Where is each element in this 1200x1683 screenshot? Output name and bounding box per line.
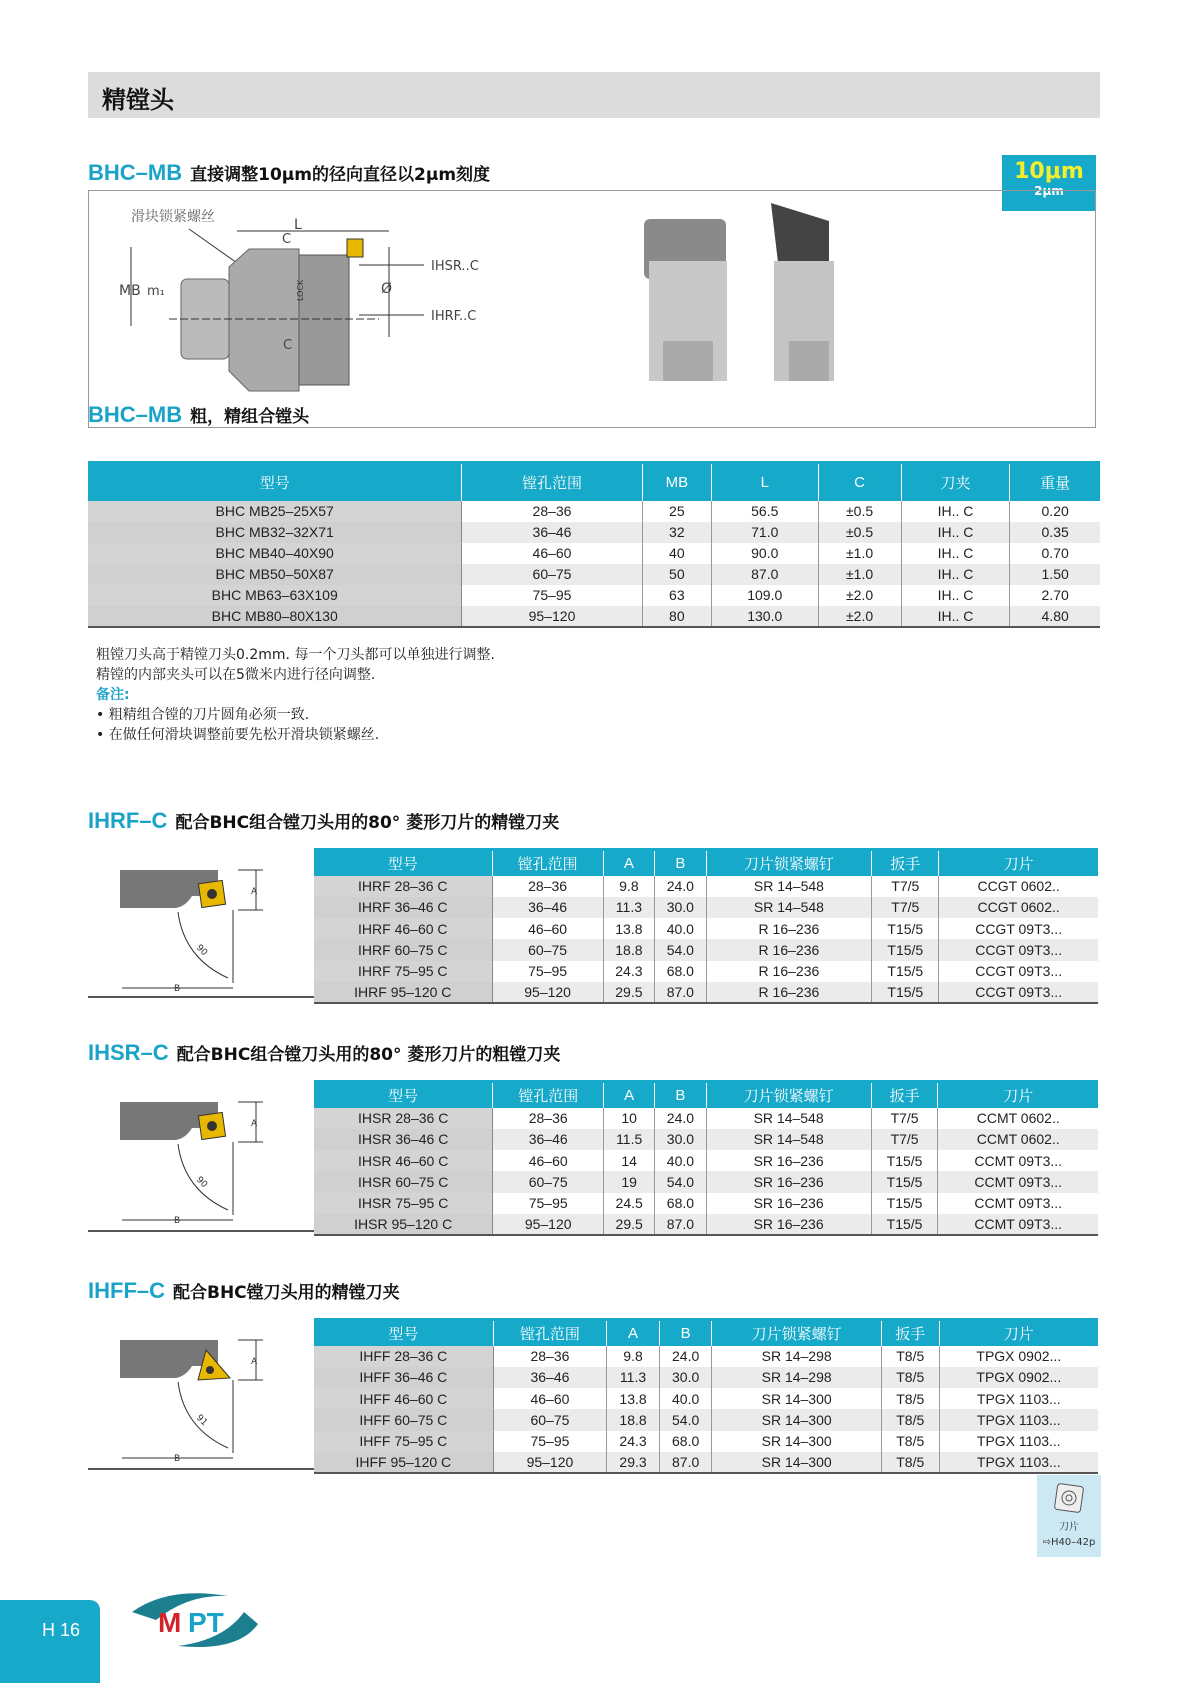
- table-cell: 9.8: [603, 876, 654, 897]
- table-cell: SR 16–236: [706, 1214, 871, 1235]
- table-row: [88, 564, 1100, 585]
- table-cell: 28–36: [492, 876, 603, 897]
- table-cell: ±1.0: [818, 564, 901, 585]
- table-cell: 11.5: [604, 1129, 655, 1150]
- table-cell: 29.5: [604, 1214, 655, 1235]
- table-cell: IHRF 36–46 C: [314, 897, 492, 918]
- table-cell: TPGX 1103...: [939, 1452, 1098, 1473]
- page-tab: [0, 1600, 100, 1683]
- notes-heading: 备注:: [96, 687, 130, 703]
- boring-head-diagram: [89, 191, 1095, 427]
- column-header: 刀夹: [901, 463, 1010, 501]
- table-cell: 10: [604, 1108, 655, 1129]
- section-title-bhc-mb: BHC–MB 直接调整10μm的径向直径以2μm刻度: [88, 160, 491, 185]
- table-cell: CCGT 09T3...: [939, 918, 1098, 939]
- table-cell: 54.0: [659, 1409, 712, 1430]
- table-cell: TPGX 0902...: [939, 1367, 1098, 1388]
- table-cell: TPGX 1103...: [939, 1409, 1098, 1430]
- precision-badge: 10μm 2μm: [1002, 155, 1096, 211]
- table-cell: SR 14–300: [712, 1452, 881, 1473]
- table-row: [88, 606, 1100, 627]
- table-cell: BHC MB80–80X130: [88, 606, 462, 627]
- product-photo: [644, 203, 834, 381]
- product-figure-frame: [88, 190, 1096, 428]
- table-cell: T8/5: [881, 1367, 939, 1388]
- table-cell: 24.5: [604, 1193, 655, 1214]
- note-bullet: • 粗精组合镗的刀片圆角必须一致.: [96, 707, 310, 723]
- column-header: 镗孔范围: [462, 463, 642, 501]
- table-row: [314, 1108, 1098, 1129]
- column-header: 扳手: [881, 1320, 939, 1346]
- table-row: [314, 897, 1098, 918]
- column-header: 刀片锁紧螺钉: [706, 850, 872, 876]
- table-cell: 50: [642, 564, 711, 585]
- note-line: 粗镗刀头高于精镗刀头0.2mm. 每一个刀头都可以单独进行调整.: [96, 647, 495, 663]
- table-cell: 95–120: [493, 1214, 604, 1235]
- table-cell: 24.3: [603, 961, 654, 982]
- table-cell: IHFF 60–75 C: [314, 1409, 493, 1430]
- insert-label: 刀片: [1059, 1522, 1079, 1533]
- column-header: 镗孔范围: [493, 1320, 607, 1346]
- column-header: A: [604, 1082, 655, 1108]
- table-cell: 28–36: [462, 501, 642, 522]
- table-cell: 60–75: [462, 564, 642, 585]
- table-cell: CCGT 09T3...: [939, 961, 1098, 982]
- table-cell: ±0.5: [818, 522, 901, 543]
- table-cell: 63: [642, 585, 711, 606]
- note-line: 精镗的内部夹头可以在5微米内进行径向调整.: [96, 667, 376, 683]
- table-cell: 24.0: [655, 1108, 706, 1129]
- table-row: [314, 961, 1098, 982]
- table-cell: 36–46: [462, 522, 642, 543]
- svg-text:滑块锁紧螺丝: 滑块锁紧螺丝: [131, 209, 215, 225]
- table-cell: IHFF 95–120 C: [314, 1452, 493, 1473]
- table-cell: SR 16–236: [706, 1150, 871, 1171]
- column-header: 型号: [314, 850, 492, 876]
- table-cell: IHRF 46–60 C: [314, 918, 492, 939]
- table-cell: 4.80: [1010, 606, 1100, 627]
- svg-text:LOCK: LOCK: [296, 279, 305, 301]
- table-cell: 30.0: [655, 897, 706, 918]
- svg-text:A: A: [251, 887, 258, 897]
- table-cell: 25: [642, 501, 711, 522]
- section-title-ihsr: IHSR–C 配合BHC组合镗刀头用的80° 菱形刀片的粗镗刀夹: [88, 1040, 561, 1065]
- table-cell: 46–60: [493, 1150, 604, 1171]
- table-cell: IHRF 28–36 C: [314, 876, 492, 897]
- table-row: [314, 1193, 1098, 1214]
- table-cell: 54.0: [655, 939, 706, 960]
- table-cell: IHSR 28–36 C: [314, 1108, 493, 1129]
- column-header: A: [603, 850, 654, 876]
- table-cell: IHRF 60–75 C: [314, 939, 492, 960]
- ihff-table: [314, 1318, 1098, 1474]
- table-cell: 130.0: [712, 606, 818, 627]
- table-cell: 0.70: [1010, 543, 1100, 564]
- table-cell: IHRF 95–120 C: [314, 982, 492, 1003]
- table-row: [314, 982, 1098, 1003]
- table-cell: BHC MB32–32X71: [88, 522, 462, 543]
- ihrf-diagram: [88, 848, 314, 998]
- table-cell: 87.0: [655, 1214, 706, 1235]
- svg-text:B: B: [174, 1454, 181, 1464]
- table-cell: ±1.0: [818, 543, 901, 564]
- table-cell: SR 16–236: [706, 1193, 871, 1214]
- page-number: H 16: [42, 1620, 81, 1640]
- ihsr-table: [314, 1080, 1098, 1236]
- table-row: [314, 1367, 1098, 1388]
- table-cell: T7/5: [872, 876, 939, 897]
- table-cell: 68.0: [659, 1431, 712, 1452]
- column-header: 刀片锁紧螺钉: [712, 1320, 881, 1346]
- table-cell: 40.0: [655, 918, 706, 939]
- table-cell: ±2.0: [818, 585, 901, 606]
- table-cell: T8/5: [881, 1409, 939, 1430]
- svg-text:91: 91: [193, 1413, 210, 1429]
- table-cell: 56.5: [712, 501, 818, 522]
- table-cell: 95–120: [492, 982, 603, 1003]
- table-cell: T8/5: [881, 1388, 939, 1409]
- table-cell: IHFF 75–95 C: [314, 1431, 493, 1452]
- table-cell: 11.3: [607, 1367, 660, 1388]
- table-cell: IH.. C: [901, 564, 1010, 585]
- svg-text:A: A: [251, 1357, 258, 1367]
- column-header: A: [607, 1320, 660, 1346]
- table-cell: SR 14–298: [712, 1346, 881, 1367]
- svg-text:L: L: [294, 217, 302, 233]
- table-cell: R 16–236: [706, 961, 872, 982]
- table-header: [314, 1320, 1098, 1346]
- table-cell: IH.. C: [901, 522, 1010, 543]
- table-cell: 0.20: [1010, 501, 1100, 522]
- table-cell: TPGX 1103...: [939, 1388, 1098, 1409]
- table-cell: 30.0: [659, 1367, 712, 1388]
- table-cell: SR 14–548: [706, 876, 872, 897]
- bhc-mb-table: [88, 461, 1100, 628]
- table-cell: 40.0: [655, 1150, 706, 1171]
- table-cell: 71.0: [712, 522, 818, 543]
- table-cell: IHFF 46–60 C: [314, 1388, 493, 1409]
- table-cell: SR 14–548: [706, 1129, 871, 1150]
- column-header: 型号: [88, 463, 462, 501]
- table-cell: CCGT 0602..: [939, 876, 1098, 897]
- table-row: [314, 1431, 1098, 1452]
- table-cell: T8/5: [881, 1452, 939, 1473]
- table-cell: 75–95: [493, 1431, 607, 1452]
- table-cell: 87.0: [655, 982, 706, 1003]
- table-cell: 75–95: [462, 585, 642, 606]
- table-cell: 1.50: [1010, 564, 1100, 585]
- table-cell: T15/5: [871, 1193, 938, 1214]
- column-header: 重量: [1010, 463, 1100, 501]
- table-header: [314, 850, 1098, 876]
- table-cell: 30.0: [655, 1129, 706, 1150]
- table-cell: CCMT 09T3...: [938, 1193, 1098, 1214]
- table-cell: 109.0: [712, 585, 818, 606]
- table-cell: 13.8: [607, 1388, 660, 1409]
- table-row: [314, 1452, 1098, 1473]
- table-cell: T8/5: [881, 1346, 939, 1367]
- ihff-diagram: [88, 1318, 314, 1470]
- column-header: MB: [642, 463, 711, 501]
- table-cell: 24.0: [659, 1346, 712, 1367]
- table-row: [314, 876, 1098, 897]
- svg-text:m₁: m₁: [147, 284, 165, 299]
- column-header: L: [712, 463, 818, 501]
- table-cell: T7/5: [871, 1108, 938, 1129]
- column-header: 刀片: [939, 850, 1098, 876]
- table-cell: T15/5: [871, 1171, 938, 1192]
- svg-text:90: 90: [193, 943, 210, 959]
- table-cell: 11.3: [603, 897, 654, 918]
- table-cell: T7/5: [872, 897, 939, 918]
- svg-text:C: C: [282, 232, 292, 247]
- table-cell: T15/5: [872, 961, 939, 982]
- table-row: [314, 1171, 1098, 1192]
- table-cell: 40.0: [659, 1388, 712, 1409]
- table-cell: IHSR 60–75 C: [314, 1171, 493, 1192]
- table-cell: 60–75: [492, 939, 603, 960]
- table-cell: 29.5: [603, 982, 654, 1003]
- column-header: 扳手: [872, 850, 939, 876]
- table-cell: T15/5: [871, 1214, 938, 1235]
- column-header: C: [818, 463, 901, 501]
- table-cell: 29.3: [607, 1452, 660, 1473]
- table-header: [88, 463, 1100, 501]
- table-cell: 60–75: [493, 1171, 604, 1192]
- column-header: 型号: [314, 1320, 493, 1346]
- table-cell: T7/5: [871, 1129, 938, 1150]
- svg-text:Ø: Ø: [381, 281, 393, 297]
- table-cell: 24.3: [607, 1431, 660, 1452]
- table-cell: R 16–236: [706, 939, 872, 960]
- column-header: 刀片: [939, 1320, 1098, 1346]
- page-header: [88, 72, 1100, 118]
- table-cell: CCMT 0602..: [938, 1129, 1098, 1150]
- table-cell: CCGT 0602..: [939, 897, 1098, 918]
- column-header: 刀片: [938, 1082, 1098, 1108]
- table-cell: BHC MB25–25X57: [88, 501, 462, 522]
- table-cell: 40: [642, 543, 711, 564]
- table-row: [88, 522, 1100, 543]
- notes: [96, 645, 495, 745]
- table-cell: SR 14–548: [706, 897, 872, 918]
- table-cell: BHC MB40–40X90: [88, 543, 462, 564]
- table-cell: 2.70: [1010, 585, 1100, 606]
- table-cell: 36–46: [493, 1367, 607, 1388]
- table-row: [314, 1388, 1098, 1409]
- column-header: B: [655, 1082, 706, 1108]
- page-title: 精镗头: [102, 86, 174, 114]
- table-cell: 75–95: [493, 1193, 604, 1214]
- table-row: [314, 939, 1098, 960]
- table-cell: 32: [642, 522, 711, 543]
- table-row: [88, 501, 1100, 522]
- table-cell: 87.0: [712, 564, 818, 585]
- table-cell: R 16–236: [706, 982, 872, 1003]
- table-cell: IH.. C: [901, 543, 1010, 564]
- table-cell: CCMT 09T3...: [938, 1171, 1098, 1192]
- table-row: [314, 1150, 1098, 1171]
- table-cell: ±2.0: [818, 606, 901, 627]
- table-row: [314, 1346, 1098, 1367]
- table-cell: CCMT 09T3...: [938, 1150, 1098, 1171]
- svg-text:IHSR..C: IHSR..C: [431, 259, 479, 274]
- column-header: 镗孔范围: [492, 850, 603, 876]
- table-cell: 18.8: [607, 1409, 660, 1430]
- table-cell: 13.8: [603, 918, 654, 939]
- table-cell: IHSR 75–95 C: [314, 1193, 493, 1214]
- svg-text:M: M: [158, 1607, 182, 1638]
- table-cell: 54.0: [655, 1171, 706, 1192]
- column-header: 扳手: [871, 1082, 938, 1108]
- table-cell: BHC MB50–50X87: [88, 564, 462, 585]
- table-cell: IH.. C: [901, 585, 1010, 606]
- table-cell: TPGX 1103...: [939, 1431, 1098, 1452]
- table-row: [314, 1129, 1098, 1150]
- table-cell: IHFF 28–36 C: [314, 1346, 493, 1367]
- table-cell: 68.0: [655, 961, 706, 982]
- table-row: [314, 1409, 1098, 1430]
- table-cell: T15/5: [871, 1150, 938, 1171]
- table-cell: 68.0: [655, 1193, 706, 1214]
- column-header: 刀片锁紧螺钉: [706, 1082, 871, 1108]
- svg-text:MB: MB: [119, 283, 141, 299]
- insert-reference-box[interactable]: [1037, 1475, 1101, 1557]
- section-title-ihff: IHFF–C 配合BHC镗刀头用的精镗刀夹: [88, 1278, 400, 1303]
- svg-text:C: C: [283, 338, 293, 353]
- table-cell: T15/5: [872, 918, 939, 939]
- table-cell: IH.. C: [901, 501, 1010, 522]
- mpt-logo: [128, 1590, 264, 1650]
- table-cell: R 16–236: [706, 918, 872, 939]
- table-cell: 46–60: [462, 543, 642, 564]
- column-header: B: [655, 850, 706, 876]
- table-cell: IHSR 95–120 C: [314, 1214, 493, 1235]
- column-header: B: [659, 1320, 712, 1346]
- table-cell: BHC MB63–63X109: [88, 585, 462, 606]
- table-cell: 80: [642, 606, 711, 627]
- table-cell: 24.0: [655, 876, 706, 897]
- table-cell: 36–46: [492, 897, 603, 918]
- table-cell: 95–120: [493, 1452, 607, 1473]
- svg-text:A: A: [251, 1119, 258, 1129]
- svg-text:B: B: [174, 1216, 181, 1226]
- table-cell: 0.35: [1010, 522, 1100, 543]
- table-cell: IH.. C: [901, 606, 1010, 627]
- table-row: [314, 918, 1098, 939]
- table-cell: 19: [604, 1171, 655, 1192]
- table-cell: T8/5: [881, 1431, 939, 1452]
- svg-text:PT: PT: [188, 1607, 224, 1638]
- ihrf-table: [314, 848, 1098, 1004]
- section-title-bhc-table: BHC–MB 粗，精组合镗头: [88, 402, 310, 427]
- table-cell: 14: [604, 1150, 655, 1171]
- table-cell: T15/5: [872, 939, 939, 960]
- table-cell: IHRF 75–95 C: [314, 961, 492, 982]
- svg-text:B: B: [174, 984, 181, 994]
- insert-page-link[interactable]: ⇨H40–42p: [1042, 1537, 1096, 1548]
- table-cell: CCMT 0602..: [938, 1108, 1098, 1129]
- svg-text:IHRF..C: IHRF..C: [431, 309, 477, 324]
- table-cell: T15/5: [872, 982, 939, 1003]
- table-cell: SR 14–300: [712, 1409, 881, 1430]
- table-cell: IHSR 36–46 C: [314, 1129, 493, 1150]
- table-row: [314, 1214, 1098, 1235]
- table-cell: ±0.5: [818, 501, 901, 522]
- table-cell: SR 14–298: [712, 1367, 881, 1388]
- table-cell: TPGX 0902...: [939, 1346, 1098, 1367]
- table-cell: IHFF 36–46 C: [314, 1367, 493, 1388]
- column-header: 镗孔范围: [493, 1082, 604, 1108]
- table-cell: 18.8: [603, 939, 654, 960]
- table-cell: 46–60: [492, 918, 603, 939]
- table-cell: SR 16–236: [706, 1171, 871, 1192]
- table-cell: 75–95: [492, 961, 603, 982]
- table-cell: SR 14–300: [712, 1431, 881, 1452]
- table-cell: CCGT 09T3...: [939, 982, 1098, 1003]
- column-header: 型号: [314, 1082, 493, 1108]
- table-cell: 60–75: [493, 1409, 607, 1430]
- note-bullet: • 在做任何滑块调整前要先松开滑块锁紧螺丝.: [96, 727, 380, 743]
- svg-text:90: 90: [193, 1175, 210, 1191]
- table-cell: 90.0: [712, 543, 818, 564]
- table-cell: CCGT 09T3...: [939, 939, 1098, 960]
- table-header: [314, 1082, 1098, 1108]
- section-title-ihrf: IHRF–C 配合BHC组合镗刀头用的80° 菱形刀片的精镗刀夹: [88, 808, 560, 833]
- table-cell: 46–60: [493, 1388, 607, 1409]
- insert-icon: [1052, 1481, 1086, 1515]
- table-cell: 28–36: [493, 1108, 604, 1129]
- table-cell: SR 14–300: [712, 1388, 881, 1409]
- table-cell: 95–120: [462, 606, 642, 627]
- table-cell: 87.0: [659, 1452, 712, 1473]
- table-cell: SR 14–548: [706, 1108, 871, 1129]
- ihsr-diagram: [88, 1080, 314, 1232]
- table-cell: CCMT 09T3...: [938, 1214, 1098, 1235]
- table-row: [88, 585, 1100, 606]
- table-cell: 36–46: [493, 1129, 604, 1150]
- table-row: [88, 543, 1100, 564]
- table-cell: 28–36: [493, 1346, 607, 1367]
- table-cell: 9.8: [607, 1346, 660, 1367]
- table-cell: IHSR 46–60 C: [314, 1150, 493, 1171]
